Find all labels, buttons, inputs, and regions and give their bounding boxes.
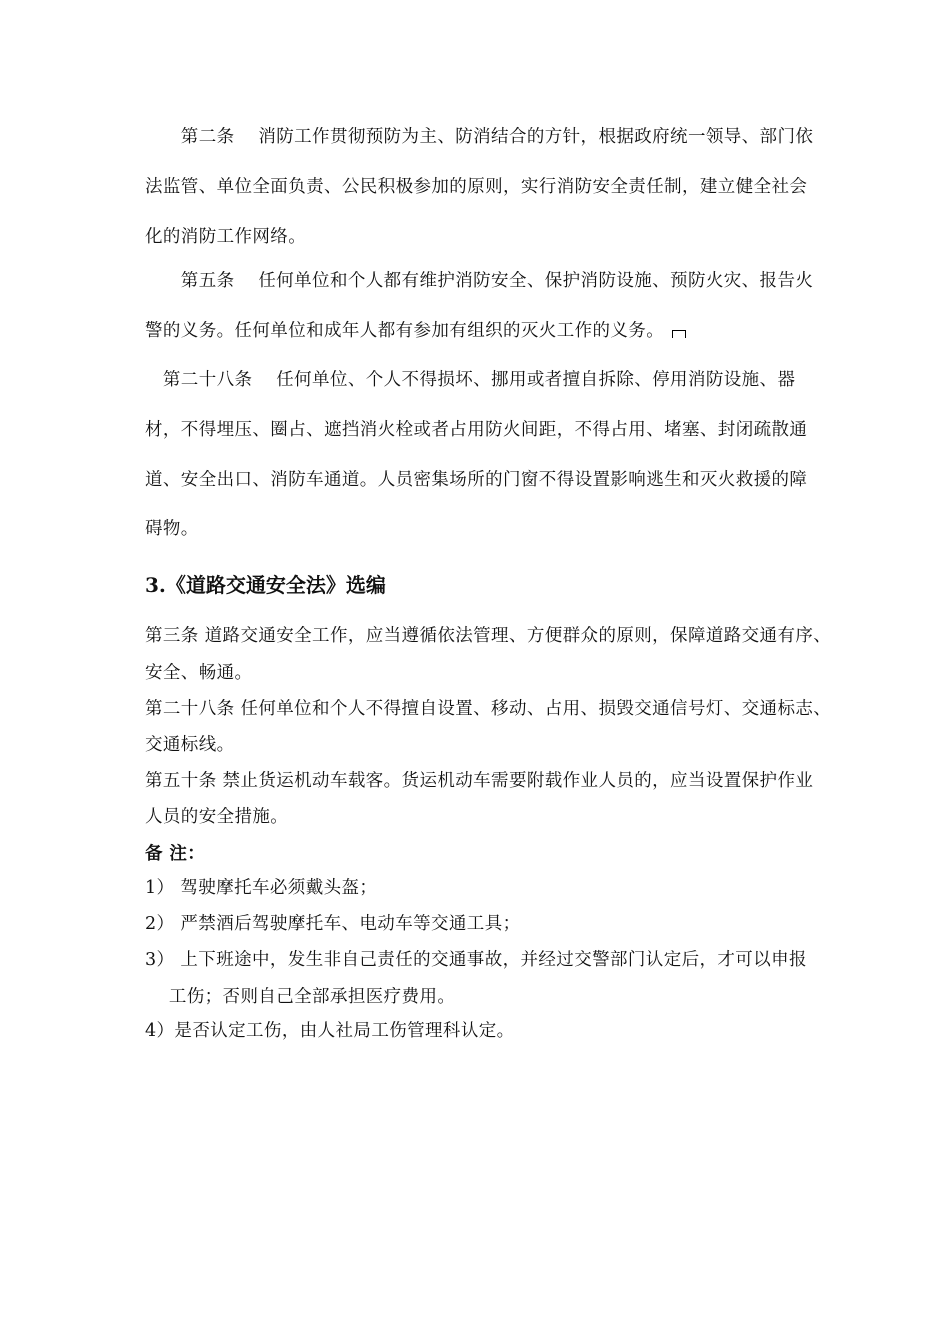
fire-art5-line-2: 警的义务。任何单位和成年人都有参加有组织的灭火工作的义务。 [145, 321, 665, 341]
fire-art28-line-3: 道、安全出口、消防车通道。人员密集场所的门窗不得设置影响逃生和灭火救援的障 [145, 470, 808, 490]
fire-art2-line-3: 化的消防工作网络。 [145, 227, 307, 247]
fire-art5-line-2-wrap [145, 319, 686, 343]
note-item-3: 3） 上下班途中，发生非自己责任的交通事故，并经过交警部门认定后，才可以申报 [145, 950, 807, 970]
traffic-line-4: 交通标线。 [145, 735, 235, 755]
traffic-line-5: 第五十条 禁止货运机动车载客。货运机动车需要附载作业人员的，应当设置保护作业 [145, 771, 814, 791]
traffic-line-2: 安全、畅通。 [145, 663, 253, 683]
fire-art5-line-1: 第五条 任何单位和个人都有维护消防安全、保护消防设施、预防火灾、报告火 [145, 271, 814, 291]
fire-art28-line-4: 碍物。 [145, 519, 199, 539]
fire-art2-line-1: 第二条 消防工作贯彻预防为主、防消结合的方针，根据政府统一领导、部门依 [145, 127, 814, 147]
fire-art28-line-2: 材，不得埋压、圈占、遮挡消火栓或者占用防火间距，不得占用、堵塞、封闭疏散通 [145, 420, 808, 440]
traffic-line-6: 人员的安全措施。 [145, 807, 289, 827]
paragraph-mark-icon [672, 330, 686, 338]
note-item-2: 2） 严禁酒后驾驶摩托车、电动车等交通工具； [145, 914, 521, 934]
fire-art2-line-2: 法监管、单位全面负责、公民积极参加的原则，实行消防安全责任制，建立健全社会 [145, 177, 808, 197]
traffic-line-1: 第三条 道路交通安全工作，应当遵循依法管理、方便群众的原则，保障道路交通有序、 [145, 626, 832, 646]
note-item-3-cont: 工伤；否则自己全部承担医疗费用。 [145, 987, 456, 1007]
note-item-1: 1） 驾驶摩托车必须戴头盔； [145, 878, 378, 898]
section-heading: 3.《道路交通安全法》选编 [145, 573, 386, 597]
notes-title: 备 注： [145, 844, 206, 864]
traffic-line-3: 第二十八条 任何单位和个人不得擅自设置、移动、占用、损毁交通信号灯、交通标志、 [145, 699, 832, 719]
note-item-4: 4）是否认定工伤，由人社局工伤管理科认定。 [145, 1021, 515, 1041]
fire-art28-line-1: 第二十八条 任何单位、个人不得损坏、挪用或者擅自拆除、停用消防设施、器 [145, 370, 796, 390]
